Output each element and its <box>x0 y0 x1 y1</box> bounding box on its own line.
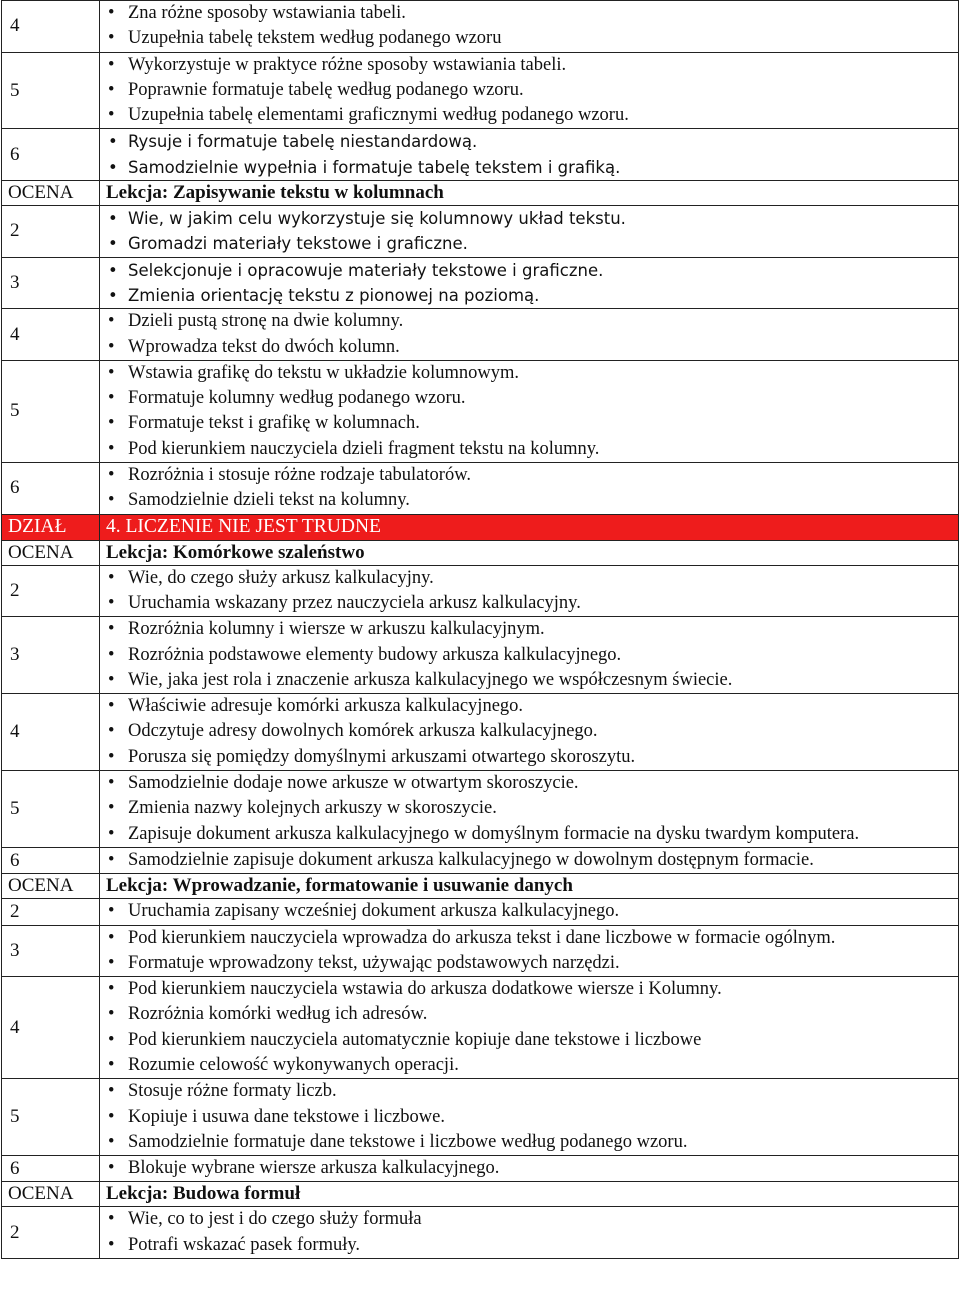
requirements-list <box>106 926 958 977</box>
section-title: 4. LICZENIE NIE JEST TRUDNE <box>100 514 959 540</box>
requirement-item: • Selekcjonuje i opracowuje materiały tekstowe i graficzne. <box>128 258 958 283</box>
grade-row <box>2 360 959 462</box>
requirements-list <box>106 694 958 770</box>
grade-cell: 4 <box>2 977 100 1079</box>
requirements-list <box>106 463 958 514</box>
requirement-item: • Potrafi wskazać pasek formuły. <box>128 1233 958 1258</box>
requirement-item: • Odczytuje adresy dowolnych komórek arkusza kalkulacyjnego. <box>128 719 958 744</box>
grade-row <box>2 977 959 1079</box>
grade-cell: 6 <box>2 129 100 181</box>
grade-row <box>2 129 959 181</box>
requirement-item: • Pod kierunkiem nauczyciela dzieli fragment tekstu na kolumny. <box>128 437 958 462</box>
lesson-title: Lekcja: Zapisywanie tekstu w kolumnach <box>100 181 959 206</box>
requirement-item: • Formatuje wprowadzony tekst, używając podstawowych narzędzi. <box>128 951 958 976</box>
requirements-list <box>106 1079 958 1155</box>
requirement-item: • Zapisuje dokument arkusza kalkulacyjnego w domyślnym formacie na dysku twardym komputera. <box>128 822 958 847</box>
lesson-header-row <box>2 874 959 899</box>
requirements-cell <box>100 925 959 977</box>
requirement-item: • Dzieli pustą stronę na dwie kolumny. <box>128 309 958 334</box>
grade-cell: 5 <box>2 52 100 129</box>
grade-cell: 5 <box>2 1079 100 1156</box>
lesson-title: Lekcja: Komórkowe szaleństwo <box>100 540 959 565</box>
requirement-item: • Rozróżnia podstawowe elementy budowy arkusza kalkulacyjnego. <box>128 643 958 668</box>
ocena-label: OCENA <box>2 874 100 899</box>
grade-row <box>2 847 959 873</box>
requirement-item: • Uruchamia zapisany wcześniej dokument arkusza kalkulacyjnego. <box>128 899 958 924</box>
grade-row <box>2 309 959 361</box>
requirements-cell <box>100 617 959 694</box>
requirement-item: • Wie, jaka jest rola i znaczenie arkusza kalkulacyjnego we współczesnym świecie. <box>128 668 958 693</box>
grade-row <box>2 1207 959 1259</box>
requirement-item: • Wie, co to jest i do czego służy formuła <box>128 1207 958 1232</box>
requirements-cell <box>100 899 959 925</box>
requirements-cell <box>100 694 959 771</box>
requirements-list <box>106 258 958 309</box>
requirement-item: • Samodzielnie zapisuje dokument arkusza kalkulacyjnego w dowolnym dostępnym formacie. <box>128 848 958 873</box>
requirement-item: • Wprowadza tekst do dwóch kolumn. <box>128 335 958 360</box>
requirement-item: • Stosuje różne formaty liczb. <box>128 1079 958 1104</box>
requirement-item: • Samodzielnie wypełnia i formatuje tabelę tekstem i grafiką. <box>128 155 958 180</box>
requirement-item: • Wykorzystuje w praktyce różne sposoby wstawiania tabeli. <box>128 53 958 78</box>
grade-row <box>2 463 959 515</box>
requirements-cell <box>100 1156 959 1182</box>
grade-cell: 6 <box>2 463 100 515</box>
requirements-list <box>106 617 958 693</box>
requirement-item: • Zmienia nazwy kolejnych arkuszy w skoroszycie. <box>128 796 958 821</box>
requirement-item: • Zmienia orientację tekstu z pionowej na poziomą. <box>128 283 958 308</box>
requirements-cell <box>100 1079 959 1156</box>
requirements-list <box>106 361 958 462</box>
requirement-item: • Uruchamia wskazany przez nauczyciela arkusz kalkulacyjny. <box>128 591 958 616</box>
requirements-cell <box>100 1 959 53</box>
requirements-list <box>106 53 958 129</box>
requirement-item: • Kopiuje i usuwa dane tekstowe i liczbowe. <box>128 1105 958 1130</box>
grade-cell: 3 <box>2 617 100 694</box>
requirement-item: • Formatuje tekst i grafikę w kolumnach. <box>128 411 958 436</box>
section-header-row <box>2 514 959 540</box>
ocena-label: OCENA <box>2 540 100 565</box>
grade-cell: 2 <box>2 1207 100 1259</box>
requirements-list <box>106 566 958 617</box>
requirement-item: • Rozróżnia kolumny i wiersze w arkuszu kalkulacyjnym. <box>128 617 958 642</box>
requirement-item: • Rozróżnia i stosuje różne rodzaje tabulatorów. <box>128 463 958 488</box>
requirements-cell <box>100 129 959 181</box>
requirements-cell <box>100 309 959 361</box>
requirements-table <box>1 0 959 1259</box>
grade-row <box>2 257 959 309</box>
requirements-cell <box>100 847 959 873</box>
requirement-item: • Pod kierunkiem nauczyciela automatycznie kopiuje dane tekstowe i liczbowe <box>128 1028 958 1053</box>
requirements-table-body <box>2 1 959 1259</box>
requirement-item: • Formatuje kolumny według podanego wzoru. <box>128 386 958 411</box>
requirements-cell <box>100 771 959 848</box>
ocena-label: OCENA <box>2 181 100 206</box>
requirements-cell <box>100 257 959 309</box>
grade-cell: 6 <box>2 1156 100 1182</box>
lesson-title: Lekcja: Budowa formuł <box>100 1182 959 1207</box>
lesson-title: Lekcja: Wprowadzanie, formatowanie i usuwanie danych <box>100 874 959 899</box>
ocena-label: OCENA <box>2 1182 100 1207</box>
requirement-item: • Blokuje wybrane wiersze arkusza kalkulacyjnego. <box>128 1156 958 1181</box>
grade-cell: 2 <box>2 565 100 617</box>
requirement-item: • Wie, do czego służy arkusz kalkulacyjny. <box>128 566 958 591</box>
requirements-cell <box>100 360 959 462</box>
requirements-list <box>106 899 958 924</box>
requirements-cell <box>100 52 959 129</box>
requirements-cell <box>100 1207 959 1259</box>
requirements-cell <box>100 977 959 1079</box>
grade-cell: 3 <box>2 925 100 977</box>
grade-cell: 3 <box>2 257 100 309</box>
requirements-list <box>106 1 958 52</box>
requirements-cell <box>100 463 959 515</box>
requirements-list <box>106 771 958 847</box>
lesson-header-row <box>2 1182 959 1207</box>
grade-cell: 4 <box>2 1 100 53</box>
requirement-item: • Poprawnie formatuje tabelę według podanego wzoru. <box>128 78 958 103</box>
grade-row <box>2 52 959 129</box>
lesson-header-row <box>2 540 959 565</box>
grade-cell: 6 <box>2 847 100 873</box>
requirements-list <box>106 129 958 180</box>
requirement-item: • Uzupełnia tabelę elementami graficznymi według podanego wzoru. <box>128 103 958 128</box>
requirement-item: • Uzupełnia tabelę tekstem według podanego wzoru <box>128 26 958 51</box>
lesson-header-row <box>2 181 959 206</box>
requirement-item: • Rysuje i formatuje tabelę niestandardową. <box>128 129 958 154</box>
requirement-item: • Rozumie celowość wykonywanych operacji. <box>128 1053 958 1078</box>
requirement-item: • Porusza się pomiędzy domyślnymi arkuszami otwartego skoroszytu. <box>128 745 958 770</box>
grade-row <box>2 206 959 258</box>
grade-row <box>2 1079 959 1156</box>
requirement-item: • Rozróżnia komórki według ich adresów. <box>128 1002 958 1027</box>
requirement-item: • Wstawia grafikę do tekstu w układzie kolumnowym. <box>128 361 958 386</box>
grade-cell: 4 <box>2 309 100 361</box>
requirement-item: • Samodzielnie formatuje dane tekstowe i liczbowe według podanego wzoru. <box>128 1130 958 1155</box>
requirement-item: • Zna różne sposoby wstawiania tabeli. <box>128 1 958 26</box>
requirement-item: • Pod kierunkiem nauczyciela wstawia do arkusza dodatkowe wiersze i Kolumny. <box>128 977 958 1002</box>
grade-cell: 5 <box>2 771 100 848</box>
requirements-list <box>106 1156 958 1181</box>
grade-cell: 4 <box>2 694 100 771</box>
requirements-cell <box>100 206 959 258</box>
grade-cell: 5 <box>2 360 100 462</box>
requirements-list <box>106 206 958 257</box>
grade-row <box>2 925 959 977</box>
section-label: DZIAŁ <box>2 514 100 540</box>
requirement-item: • Gromadzi materiały tekstowe i graficzne. <box>128 231 958 256</box>
requirements-cell <box>100 565 959 617</box>
requirements-list <box>106 1207 958 1258</box>
requirement-item: • Pod kierunkiem nauczyciela wprowadza do arkusza tekst i dane liczbowe w formacie ogólnym. <box>128 926 958 951</box>
requirements-list <box>106 977 958 1078</box>
grade-row <box>2 1156 959 1182</box>
grade-row <box>2 1 959 53</box>
grade-cell: 2 <box>2 899 100 925</box>
grade-row <box>2 617 959 694</box>
grade-row <box>2 899 959 925</box>
requirements-list <box>106 309 958 360</box>
grade-cell: 2 <box>2 206 100 258</box>
requirements-list <box>106 848 958 873</box>
grade-row <box>2 565 959 617</box>
grade-row <box>2 694 959 771</box>
requirement-item: • Wie, w jakim celu wykorzystuje się kolumnowy układ tekstu. <box>128 206 958 231</box>
grade-row <box>2 771 959 848</box>
requirement-item: • Samodzielnie dzieli tekst na kolumny. <box>128 488 958 513</box>
requirement-item: • Właściwie adresuje komórki arkusza kalkulacyjnego. <box>128 694 958 719</box>
requirement-item: • Samodzielnie dodaje nowe arkusze w otwartym skoroszycie. <box>128 771 958 796</box>
